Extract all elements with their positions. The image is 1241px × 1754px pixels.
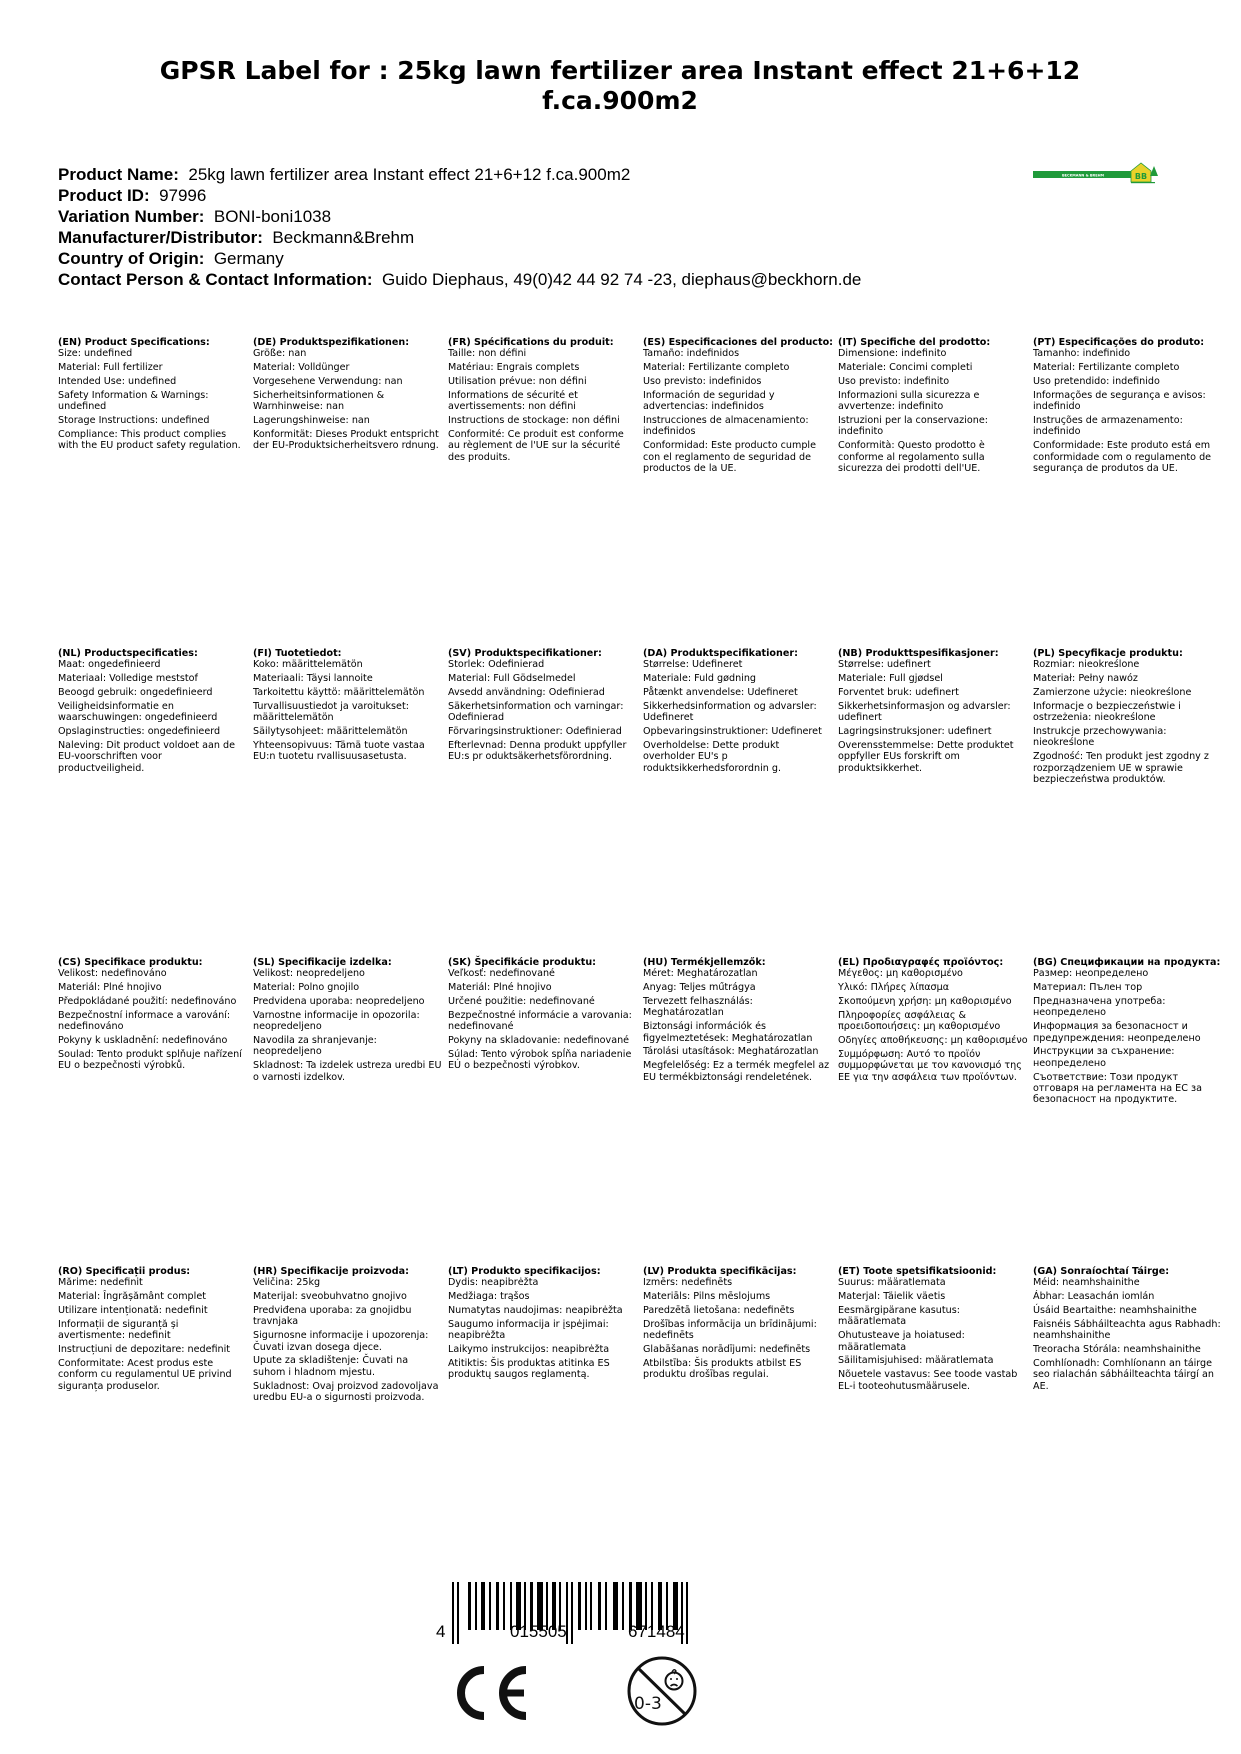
spec-field: Zgodność: Ten produkt jest zgodny z rozporządzeniem UE w sprawie bezpieczeństwa produktów. [1033,751,1209,785]
spec-field: Sikkerhedsinformation og advarsler: Udefineret [643,700,817,724]
spec-heading: (ES) Especificaciones del producto: [643,337,834,348]
spec-heading: (HR) Specifikacije proizvoda: [253,1266,409,1277]
spec-field: Vorgesehene Verwendung: nan [253,376,403,388]
info-value: 97996 [159,186,207,205]
spec-field: Medžiaga: trąšos [448,1291,530,1303]
spec-field: Pokyny na skladovanie: nedefinované [448,1035,630,1047]
spec-block [448,957,638,1074]
spec-heading: (GA) Sonraíochtaí Táirge: [1033,1266,1170,1277]
spec-field: Informações de segurança e avisos: indefinido [1033,389,1206,413]
spec-heading: (RO) Specificații produs: [58,1266,191,1277]
spec-field: Υλικό: Πλήρες λίπασμα [838,982,950,994]
spec-field: Säilytysohjeet: määrittelemätön [253,726,408,738]
spec-field: Lagerungshinweise: nan [253,415,370,427]
barcode-bar [622,1582,624,1630]
spec-block [1033,957,1223,1108]
spec-heading: (LV) Produkta specifikācijas: [643,1266,797,1277]
barcode-guard-bar [686,1582,688,1644]
spec-field: Méid: neamhshainithe [1033,1277,1140,1289]
spec-field: Paredzētā lietošana: nedefinēts [643,1305,795,1317]
spec-field: Predvidena uporaba: neopredeljeno [253,996,425,1008]
spec-field: Nõuetele vastavus: See toode vastab EL-i tooteohutusmäärusele. [838,1369,1018,1392]
spec-field: Storage Instructions: undefined [58,415,210,427]
spec-field: Mărime: nedefinit [58,1277,143,1289]
spec-field: Materiale: Fuld gødning [643,673,757,685]
brand-logo [1033,162,1159,184]
spec-field: Skladnost: Ta izdelek ustreza uredbi EU o varnosti izdelkov. [253,1060,442,1083]
spec-block [838,1266,1028,1395]
spec-field: Beoogd gebruik: ongedefinieerd [58,687,213,699]
info-value: BONI-boni1038 [213,207,332,226]
spec-field: Säkerhetsinformation och varningar: Odefinierad [448,700,624,724]
spec-field: Material: Fertilizante completo [643,362,790,374]
spec-field: Drošības informācija un brīdinājumi: nedefinēts [643,1318,817,1342]
spec-field: Størrelse: Udefineret [643,659,743,671]
spec-heading: (SV) Produktspecifikationer: [448,648,602,659]
spec-field: Zamierzone użycie: nieokreślone [1033,687,1192,699]
spec-field: Laikymo instrukcijos: neapibrėžta [448,1344,610,1356]
spec-field: Sigurnosne informacije i upozorenja: Čuvati izvan dosega djece. [253,1330,429,1353]
spec-field: Предназначена употреба: неопределено [1033,996,1166,1019]
spec-field: Utilizare intenționată: nedefinit [58,1305,208,1317]
logo-text: BECKMANN & BREHM [1061,173,1105,178]
info-row [58,227,1018,248]
spec-heading: (BG) Спецификации на продукта: [1033,957,1221,968]
info-row [58,248,1018,269]
spec-field: Dydis: neapibrėžta [448,1277,539,1289]
spec-field: Πληροφορίες ασφάλειας & προειδοποιήσεις: μη καθορισμένο [838,1009,1001,1033]
spec-heading: (FR) Spécifications du produit: [448,337,614,348]
spec-field: Veličina: 25kg [253,1277,321,1289]
spec-field: Velikost: neopredeljeno [253,968,365,980]
info-key: Manufacturer/Distributor: [58,228,263,247]
barcode-guard-bar [571,1582,573,1644]
spec-block [58,957,248,1074]
spec-field: Předpokládané použití: nedefinováno [58,996,237,1008]
spec-field: Overholdelse: Dette produkt overholder EU's p roduktsikkerhedsforordnin g. [643,740,782,774]
spec-field: Tamanho: indefinido [1033,348,1131,360]
spec-field: Materiaali: Täysi lannoite [253,673,373,685]
spec-field: Megfelelőség: Ez a termék megfelel az EU termékbiztonsági rendeletének. [643,1060,830,1083]
spec-field: Conformidade: Este produto está em conformidade com o regulamento de segurança de produtos da UE. [1033,440,1212,474]
spec-field: Tervezett felhasználás: Meghatározatlan [643,996,753,1019]
spec-heading: (DA) Produktspecifikationer: [643,648,798,659]
spec-field: Размер: неопределено [1033,968,1149,980]
spec-block [448,1266,638,1383]
spec-field: Size: undefined [58,348,133,360]
spec-field: Faisnéis Sábháilteachta agus Rabhadh: neamhshainithe [1033,1318,1221,1342]
spec-field: Opslaginstructies: ongedefinieerd [58,726,221,738]
info-row [58,269,1018,290]
spec-field: Säilitamisjuhised: määratlemata [838,1355,994,1367]
info-value: 25kg lawn fertilizer area Instant effect 21+6+12 f.ca.900m2 [188,165,631,184]
spec-field: Koko: määrittelemätön [253,659,363,671]
spec-field: Anyag: Teljes műtrágya [643,982,756,994]
spec-field: Uso previsto: indefinidos [643,376,762,388]
spec-heading: (SK) Špecifikácie produktu: [448,957,597,968]
not-for-children-under-3-icon [626,1655,698,1727]
spec-field: Sukladnost: Ovaj proizvod zadovoljava uredbu EU-a o sigurnosti proizvoda. [253,1380,439,1403]
spec-field: Μέγεθος: μη καθορισμένο [838,968,963,980]
spec-field: Información de seguridad y advertencias: indefinidos [643,389,775,413]
spec-field: Utilisation prévue: non défini [448,376,587,388]
spec-block [1033,648,1223,788]
spec-block [253,957,443,1086]
barcode-bar [613,1582,618,1630]
barcode-right-group: 671484 [628,1622,685,1641]
spec-field: Instruções de armazenamento: indefinido [1033,415,1183,438]
spec-field: Material: Îngrășământ complet [58,1291,206,1303]
info-value: Germany [213,249,284,268]
info-key: Country of Origin: [58,249,205,268]
spec-field: Информация за безопасност и предупреждения: неопределено [1033,1021,1201,1044]
spec-field: Størrelse: udefinert [838,659,931,671]
spec-field: Méret: Meghatározatlan [643,968,758,980]
spec-field: Instructions de stockage: non défini [448,415,620,427]
barcode-guard-bar [457,1582,459,1644]
info-row [58,206,1018,227]
spec-field: Materiał: Pełny nawóz [1033,673,1138,685]
spec-field: Pokyny k uskladnění: nedefinováno [58,1035,228,1047]
spec-block [58,648,248,777]
spec-field: Informazioni sulla sicurezza e avvertenze: indefinito [838,389,980,413]
spec-field: Größe: nan [253,348,307,360]
barcode-guard-bar [452,1582,454,1644]
spec-field: Οδηγίες αποθήκευσης: μη καθορισμένο [838,1035,1028,1047]
spec-field: Varnostne informacije in opozorila: neopredeljeno [253,1009,420,1033]
spec-heading: (FI) Tuotetiedot: [253,648,342,659]
spec-field: Conformità: Questo prodotto è conforme al regolamento sulla sicurezza dei prodotti dell'UE. [838,440,985,474]
spec-heading: (NL) Productspecificaties: [58,648,198,659]
spec-field: Upute za skladištenje: Čuvati na suhom i hladnom mjestu. [253,1355,409,1378]
spec-field: Ábhar: Leasachán iomlán [1033,1291,1155,1303]
spec-block [253,648,443,765]
barcode-bar [585,1582,587,1630]
spec-field: Conformité: Ce produit est conforme au règlement de l'UE sur la sécurité des produits. [448,429,624,463]
spec-field: Material: Fertilizante completo [1033,362,1180,374]
barcode-bar [468,1582,471,1630]
info-key: Product ID: [58,186,150,205]
spec-block [643,648,833,777]
spec-field: Avsedd användning: Odefinierad [448,687,605,699]
spec-block [643,337,833,477]
spec-field: Σκοπούμενη χρήση: μη καθορισμένο [838,996,1012,1008]
spec-field: Navodila za shranjevanje: neopredeljeno [253,1035,377,1058]
spec-field: Instrucciones de almacenamiento: indefinidos [643,415,809,438]
spec-field: Materiāls: Pilns mēslojums [643,1291,771,1303]
spec-heading: (NB) Produkttspesifikasjoner: [838,648,999,659]
spec-field: Dimensione: indefinito [838,348,947,360]
spec-field: Maat: ongedefinieerd [58,659,161,671]
spec-block [58,1266,248,1395]
spec-block [643,957,833,1086]
spec-field: Lagringsinstruksjoner: udefinert [838,726,992,738]
spec-field: Informații de siguranță și avertismente: nedefinit [58,1318,179,1342]
info-row [58,185,1018,206]
spec-field: Suurus: määratlemata [838,1277,946,1289]
spec-field: Rozmiar: nieokreślone [1033,659,1140,671]
spec-field: Eesmärgipärane kasutus: määratlemata [838,1305,960,1328]
spec-field: Materijal: sveobuhvatno gnojivo [253,1291,407,1303]
info-key: Contact Person & Contact Information: [58,270,373,289]
barcode-first-digit: 4 [436,1622,446,1641]
spec-field: Материал: Пълен тор [1033,982,1143,994]
spec-field: Conformidad: Este producto cumple con el reglamento de seguridad de productos de la UE. [643,440,816,474]
spec-field: Yhteensopivuus: Tämä tuote vastaa EU:n tuotetu rvallisuusasetusta. [253,740,425,763]
spec-heading: (PT) Especificações do produto: [1033,337,1205,348]
age-label: 0-3 [634,1694,662,1714]
spec-block [58,337,248,454]
spec-heading: (EN) Product Specifications: [58,337,210,348]
spec-field: Material: Polno gnojilo [253,982,360,994]
barcode-bar [489,1582,491,1630]
spec-field: Numatytas naudojimas: neapibrėžta [448,1305,623,1317]
spec-field: Sikkerhetsinformasjon og advarsler: udefinert [838,700,1011,724]
page-title: GPSR Label for : 25kg lawn fertilizer area Instant effect 21+6+12 f.ca.900m2 [159,56,1081,115]
product-info [58,164,1018,290]
spec-field: Material: Full Gödselmedel [448,673,576,685]
ce-mark-icon [452,1664,532,1722]
spec-block [253,1266,443,1406]
spec-field: Инструкции за съхранение: неопределено [1033,1046,1175,1069]
spec-field: Určené použitie: nedefinované [448,996,595,1008]
barcode-bar [590,1582,592,1630]
spec-heading: (ET) Toote spetsifikatsioonid: [838,1266,997,1277]
spec-field: Overensstemmelse: Dette produktet oppfyller EUs forskrift om produktsikkerhet. [838,740,1014,774]
spec-field: Instrucțiuni de depozitare: nedefinit [58,1344,231,1356]
spec-block [448,648,638,765]
spec-field: Biztonsági információk és figyelmeztetések: Meghatározatlan [643,1021,813,1044]
spec-field: Uso pretendido: indefinido [1033,376,1160,388]
spec-field: Bezpečnostné informácie a varovania: nedefinované [448,1009,632,1033]
spec-block [448,337,638,466]
spec-field: Glabāšanas norādījumi: nedefinēts [643,1344,811,1356]
barcode-bar [481,1582,485,1630]
spec-field: Materiál: Plné hnojivo [448,982,552,994]
spec-field: Intended Use: undefined [58,376,177,388]
spec-block [838,957,1028,1086]
spec-field: Atbilstība: Šis produkts atbilst ES produktu drošības regulai. [643,1358,802,1381]
spec-field: Predviđena uporaba: za gnojidbu travnjaka [253,1305,412,1328]
spec-block [1033,1266,1223,1395]
logo-mark: BB [1134,172,1148,181]
spec-field: Instrukcje przechowywania: nieokreślone [1033,726,1167,749]
spec-field: Tárolási utasítások: Meghatározatlan [643,1046,819,1058]
spec-field: Turvallisuustiedot ja varoitukset: määrittelemätön [253,700,409,724]
spec-field: Förvaringsinstruktioner: Odefinierad [448,726,622,738]
spec-field: Súlad: Tento výrobok spĺňa nariadenie EÚ o bezpečnosti výrobkov. [448,1049,632,1072]
spec-field: Uso previsto: indefinito [838,376,950,388]
spec-field: Materjal: Täielik väetis [838,1291,946,1303]
spec-field: Safety Information & Warnings: undefined [58,389,209,413]
spec-block [253,337,443,454]
spec-field: Съответствие: Този продукт отговаря на регламента на ЕС за безопасност на продуктите. [1033,1071,1202,1106]
spec-field: Sicherheitsinformationen & Warnhinweise: nan [253,389,385,413]
spec-heading: (PL) Specyfikacje produktu: [1033,648,1183,659]
spec-block [643,1266,833,1383]
spec-field: Material: Volldünger [253,362,350,374]
spec-heading: (EL) Προδιαγραφές προϊόντος: [838,957,1004,968]
spec-field: Istruzioni per la conservazione: indefinito [838,415,988,438]
spec-field: Materiale: Full gjødsel [838,673,943,685]
spec-field: Comhlíonadh: Comhlíonann an táirge seo rialachán sábháilteachta táirgí an AE. [1033,1358,1214,1392]
spec-field: Tamaño: indefinidos [643,348,740,360]
spec-field: Påtænkt anvendelse: Udefineret [643,687,798,699]
spec-heading: (DE) Produktspezifikationen: [253,337,410,348]
barcode-bar [496,1582,499,1630]
spec-heading: (SL) Specifikacije izdelka: [253,957,392,968]
info-value: Guido Diephaus, 49(0)42 44 92 74 -23, diephaus@beckhorn.de [381,270,862,289]
barcode-left-group: 015505 [510,1622,567,1641]
spec-field: Opbevaringsinstruktioner: Udefineret [643,726,822,738]
info-key: Product Name: [58,165,179,184]
info-value: Beckmann&Brehm [272,228,415,247]
spec-field: Compliance: This product complies with the EU product safety regulation. [58,429,241,452]
spec-block [838,648,1028,777]
spec-field: Matériau: Engrais complets [448,362,580,374]
spec-field: Informacje o bezpieczeństwie i ostrzeżenia: nieokreślone [1033,700,1181,724]
spec-field: Treoracha Stórála: neamhshainithe [1033,1344,1201,1356]
spec-field: Saugumo informacija ir įspėjimai: neapibrėžta [448,1318,609,1342]
spec-heading: (LT) Produkto specifikacijos: [448,1266,601,1277]
spec-field: Ohutusteave ja hoiatused: määratlemata [838,1330,965,1353]
spec-block [1033,337,1223,477]
spec-field: Materiaal: Volledige meststof [58,673,198,685]
spec-field: Bezpečnostní informace a varování: nedefinováno [58,1009,231,1033]
spec-field: Veiligheidsinformatie en waarschuwingen: ongedefinieerd [58,700,218,724]
spec-field: Efterlevnad: Denna produkt uppfyller EU:s pr oduktsäkerhetsförordning. [448,740,627,763]
spec-heading: (HU) Termékjellemzők: [643,957,766,968]
spec-field: Conformitate: Acest produs este conform cu regulamentul UE privind siguranța produselor. [58,1358,232,1392]
barcode-bar [605,1582,607,1630]
spec-heading: (CS) Specifikace produktu: [58,957,203,968]
barcode-bar [578,1582,581,1630]
spec-field: Storlek: Odefinierad [448,659,545,671]
info-row [58,164,1018,185]
spec-field: Materiál: Plné hnojivo [58,982,162,994]
spec-field: Informations de sécurité et avertissements: non défini [448,389,578,413]
spec-field: Naleving: Dit product voldoet aan de EU-voorschriften voor productveiligheid. [58,740,235,774]
spec-field: Taille: non défini [448,348,527,360]
info-key: Variation Number: [58,207,205,226]
spec-field: Tarkoitettu käyttö: määrittelemätön [253,687,425,699]
spec-field: Forventet bruk: udefinert [838,687,959,699]
spec-field: Veľkosť: nedefinované [448,968,555,980]
spec-heading: (IT) Specifiche del prodotto: [838,337,991,348]
barcode-bar [598,1582,601,1630]
spec-field: Úsáid Beartaithe: neamhshainithe [1033,1305,1197,1317]
spec-block [838,337,1028,477]
spec-field: Soulad: Tento produkt splňuje nařízení EU o bezpečnosti výrobků. [58,1049,242,1072]
spec-field: Material: Full fertilizer [58,362,163,374]
spec-field: Konformität: Dieses Produkt entspricht der EU-Produktsicherheitsvero rdnung. [253,429,439,452]
spec-field: Materiale: Concimi completi [838,362,973,374]
spec-field: Velikost: nedefinováno [58,968,167,980]
barcode-bar [475,1582,477,1630]
spec-field: Izmērs: nedefinēts [643,1277,733,1289]
spec-field: Atitiktis: Šis produktas atitinka ES produktų saugos reglamentą. [448,1358,610,1381]
ean-barcode [438,1582,748,1644]
barcode-bar [503,1582,505,1630]
spec-field: Συμμόρφωση: Αυτό το προϊόν συμμορφώνεται με τον κανονισμό της ΕΕ για την ασφάλεια των προϊόντων. [838,1049,1022,1083]
